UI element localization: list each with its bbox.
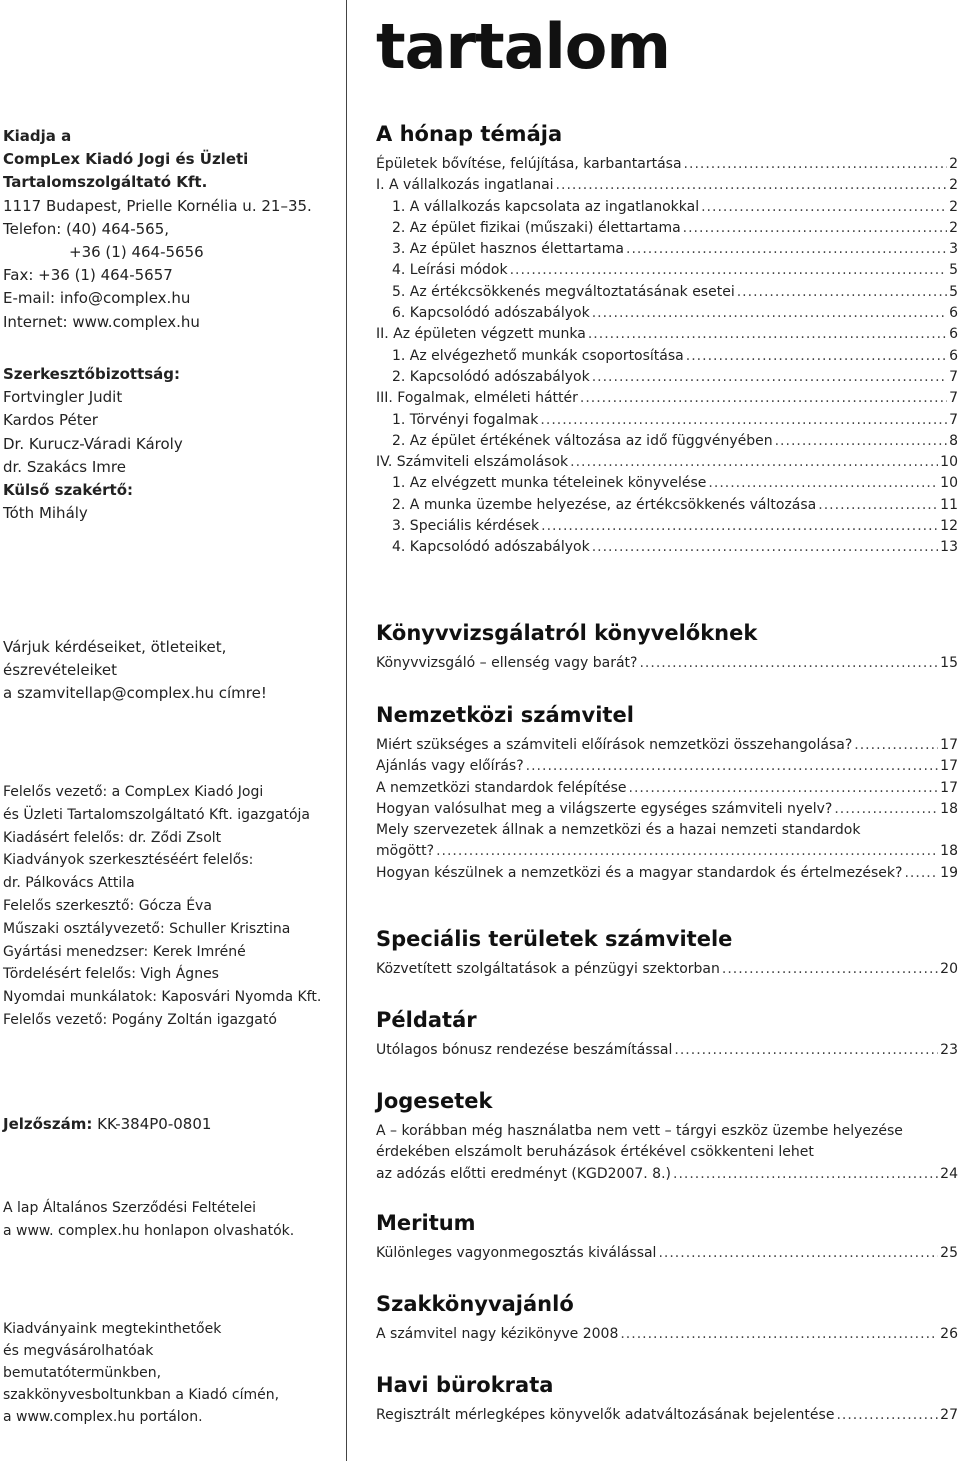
colophon-line: a www. complex.hu honlapon olvashatók. [3,1223,295,1239]
toc-entry[interactable] [376,516,958,537]
toc-entry-title: Ajánlás vagy előírás? [376,758,524,775]
toc-entry-title: Különleges vagyonmegosztás kiválással [376,1245,657,1261]
toc-entry-title: Regisztrált mérlegképes könyvelők adatváltozásának bejelentése [376,1407,835,1423]
colophon-line: Telefon: (40) 464-565, [3,219,170,238]
dot-leader [834,799,938,820]
code-label: Jelzőszám: [3,1115,93,1133]
toc-entry[interactable] [376,175,958,196]
colophon-line: Kardos Péter [3,411,98,430]
dot-leader [722,959,938,980]
dot-leader [701,197,947,218]
dot-leader [629,778,939,799]
colophon-line: 1117 Budapest, Prielle Kornélia u. 21–35. [3,196,312,215]
dot-leader [626,239,947,260]
toc-page-number: 8 [949,432,958,449]
toc-entry[interactable] [376,367,958,388]
toc-entry-title: II. Az épületen végzett munka [376,326,586,343]
colophon-line: Tóth Mihály [3,504,88,523]
toc-entry-title: Épületek bővítése, felújítása, karbantartása [376,156,682,172]
colophon-line: a szamvitellap@complex.hu címre! [3,684,267,703]
dot-leader [588,324,947,345]
toc-section [376,1290,958,1345]
dot-leader [674,1040,938,1061]
dot-leader [708,473,938,494]
dot-leader [436,841,938,862]
toc-entry[interactable] [376,303,958,324]
toc-entry-title: Hogyan készülnek a nemzetközi és a magyar standardok és értelmezések? [376,864,903,881]
toc-entry-title: A számvitel nagy kézikönyve 2008 [376,1326,619,1342]
toc-section-heading: Speciális területek számvitele [376,927,733,951]
colophon-line: Szerkesztőbizottság: [3,365,181,383]
toc-page-number: 23 [940,1042,958,1058]
toc-entry-text: Mely szervezetek állnak a nemzetközi és a hazai nemzeti standardok [376,822,861,839]
toc-entry-title: Miért szükséges a számviteli előírások nemzetközi összehangolása? [376,737,853,753]
dot-leader [639,653,938,674]
toc-entry-title: A nemzetközi standardok felépítése [376,779,627,796]
colophon-line: Külső szakértő: [3,481,134,500]
toc-page-number: 5 [949,262,958,279]
toc-section [376,701,958,884]
toc-entry[interactable] [376,346,958,367]
toc-section-heading: Havi bürokrata [376,1373,554,1397]
toc-page-number: 27 [940,1407,958,1423]
toc-entry[interactable] [376,778,958,799]
toc-page-number: 18 [940,800,958,817]
colophon-line: Felelős vezető: a CompLex Kiadó Jogi [3,784,264,800]
colophon-line: Kiadja a [3,127,72,145]
toc-section [376,1371,958,1426]
toc-page-number: 2 [949,198,958,215]
toc-page-number: 26 [940,1326,958,1342]
toc-entry-title: 2. Az épület értékének változása az idő függvényében [392,432,773,449]
toc-entry[interactable] [376,1324,958,1345]
colophon-line: Műszaki osztályvezető: Schuller Krisztina [3,920,291,937]
toc-entry-title: IV. Számviteli elszámolások [376,454,569,471]
dot-leader [775,431,947,452]
dot-leader [737,282,947,303]
toc-section-heading: Meritum [376,1211,476,1235]
toc-entry[interactable] [376,218,958,239]
colophon-line: Kiadásért felelős: dr. Ződi Zsolt [3,829,222,846]
dot-leader [580,388,947,409]
dot-leader [592,367,947,388]
toc-section-heading: Jogesetek [376,1089,493,1113]
colophon-line: Tördelésért felelős: Vigh Ágnes [3,966,219,983]
terms-block [3,1197,294,1243]
toc-page-number: 7 [949,390,958,407]
toc-entry[interactable] [376,473,958,494]
dot-leader [592,537,938,558]
toc-entry[interactable] [376,1040,958,1061]
toc-entry[interactable] [376,537,958,558]
dot-leader [904,863,938,884]
editorial-board-block [3,363,183,525]
dot-leader [510,260,947,281]
toc-page-number: 20 [940,961,958,977]
toc-page-number: 2 [949,177,958,194]
toc-entry-title: 5. Az értékcsökkenés megváltoztatásának esetei [392,283,735,300]
dot-leader [673,1164,938,1185]
toc-entry-title: 3. Speciális kérdések [392,518,540,535]
toc-page-number: 18 [940,843,958,860]
toc-entry[interactable] [376,959,958,980]
toc-page-number: 17 [940,779,958,796]
dot-leader [658,1243,938,1264]
toc-entry-title: 6. Kapcsolódó adószabályok [392,305,590,322]
toc-entry[interactable] [376,841,958,862]
toc-entry-text: A – korábban még használatba nem vett – tárgyi eszköz üzembe helyezése [376,1123,903,1139]
toc-entry[interactable] [376,324,958,345]
toc-section [376,619,958,674]
toc-entry[interactable] [376,735,958,756]
toc-section-heading: Könyvvizsgálatról könyvelőknek [376,621,758,645]
toc-page-number: 17 [940,737,958,753]
toc-entry[interactable] [376,431,958,452]
toc-entry[interactable] [376,410,958,431]
column-divider [346,0,347,1461]
colophon-line: szakkönyvesboltunkban a Kiadó címén, [3,1387,280,1403]
toc-entry-title: 3. Az épület hasznos élettartama [392,241,624,258]
toc-entry-title: 1. A vállalkozás kapcsolata az ingatlanokkal [392,198,700,215]
colophon-line: és megvásárolhatóak [3,1343,154,1359]
toc-entry-title: 4. Kapcsolódó adószabályok [392,539,590,556]
dot-leader [683,218,947,239]
page-title: tartalom [376,10,670,83]
colophon-line: Gyártási menedzser: Kerek Imréné [3,943,246,960]
toc-page-number: 10 [940,475,958,492]
toc-entry-title: 2. Az épület fizikai (műszaki) élettartama [392,219,681,236]
colophon-column [0,0,336,1461]
dot-leader [556,175,948,196]
toc-section [376,1006,958,1061]
toc-section [376,120,958,559]
toc-entry[interactable] [376,653,958,674]
dot-leader [854,735,938,756]
toc-entry-title: mögött? [376,843,435,860]
colophon-line: A lap Általános Szerződési Feltételei [3,1200,257,1216]
toc-entry[interactable] [376,260,958,281]
toc-entry-title: 2. A munka üzembe helyezése, az értékcsökkenés változása [392,496,817,513]
colophon-line: Kiadványok szerkesztéséért felelős: [3,852,254,869]
toc-entry-title: 2. Kapcsolódó adószabályok [392,368,590,385]
toc-page-number: 2 [949,219,958,236]
colophon-line: Fortvingler Judit [3,388,123,407]
toc-entry-title: 4. Leírási módok [392,262,508,279]
toc-page-number: 17 [940,758,958,775]
dot-leader [684,154,948,175]
toc-entry[interactable] [376,799,958,820]
toc-entry-title: 1. Az elvégezhető munkák csoportosítása [392,347,684,364]
toc-entry-title: Utólagos bónusz rendezése beszámítással [376,1042,673,1058]
toc-entry[interactable] [376,495,958,516]
colophon-line: és Üzleti Tartalomszolgáltató Kft. igazgatója [3,806,310,823]
toc-section-heading: A hónap témája [376,122,563,146]
colophon-line: Nyomdai munkálatok: Kaposvári Nyomda Kft. [3,989,322,1006]
colophon-line: Felelős szerkesztő: Gócza Éva [3,897,212,914]
toc-section [376,1209,958,1264]
toc-page-number: 12 [940,518,958,535]
toc-entry[interactable] [376,197,958,218]
toc-page-number: 3 [949,241,958,258]
dot-leader [540,410,947,431]
colophon-line: Felelős vezető: Pogány Zoltán igazgató [3,1011,277,1028]
toc-page-number: 6 [949,347,958,364]
colophon-line: Tartalomszolgáltató Kft. [3,173,208,192]
colophon-line: a www.complex.hu portálon. [3,1409,203,1425]
toc-entry-title: I. A vállalkozás ingatlanai [376,177,554,194]
toc-entry[interactable] [376,239,958,260]
toc-entry-title: Könyvvizsgáló – ellenség vagy barát? [376,655,638,671]
toc-entry-text: érdekében elszámolt beruházások értékével csökkenteni lehet [376,1144,814,1161]
toc-page-number: 2 [949,156,958,172]
code-value: KK-384P0-0801 [92,1115,212,1133]
toc-entry-title: III. Fogalmak, elméleti háttér [376,390,578,407]
toc-page-number: 6 [949,326,958,343]
toc-entry-title: az adózás előtti eredményt (KGD2007. 8.) [376,1165,671,1182]
colophon-line: Internet: www.complex.hu [3,312,200,331]
dot-leader [541,516,938,537]
toc-entry[interactable] [376,1405,958,1426]
staff-block [3,781,321,1032]
toc-entry[interactable] [376,154,958,175]
toc-entry[interactable] [376,1164,958,1185]
colophon-line: Fax: +36 (1) 464-5657 [3,266,173,285]
toc-entry[interactable] [376,1243,958,1264]
toc-entry[interactable] [376,756,958,777]
colophon-line: E-mail: info@complex.hu [3,289,191,308]
toc-section [376,1087,958,1185]
colophon-line: CompLex Kiadó Jogi és Üzleti [3,150,249,169]
toc-page-number: 11 [940,496,958,513]
toc-section-heading: Nemzetközi számvitel [376,703,634,727]
dot-leader [818,495,938,516]
colophon-line: Várjuk kérdéseiket, ötleteiket, [3,638,227,656]
colophon-line: dr. Szakács Imre [3,457,126,476]
toc-entry[interactable] [376,863,958,884]
toc-page-number: 5 [949,283,958,300]
toc-page-number: 19 [940,864,958,881]
toc-entry-title: Hogyan valósulhat meg a világszerte egységes számviteli nyelv? [376,800,833,817]
dot-leader [836,1405,938,1426]
toc-section [376,925,958,980]
colophon-line: +36 (1) 464-5656 [69,243,204,262]
toc-section-heading: Példatár [376,1008,477,1032]
toc-page-number: 10 [940,454,958,471]
dot-leader [620,1324,938,1345]
toc-page-number: 13 [940,539,958,556]
toc-page-number: 7 [949,411,958,428]
toc-page-number: 24 [940,1165,958,1182]
toc-page-number: 15 [940,655,958,671]
dot-leader [526,756,939,777]
toc-entry[interactable] [376,282,958,303]
shop-block [3,1318,279,1428]
toc-page-number: 6 [949,305,958,322]
code-block [3,1113,211,1136]
toc-page-number: 7 [949,368,958,385]
toc-page-number: 25 [940,1245,958,1261]
contact-block [3,636,267,706]
colophon-line: dr. Pálkovács Attila [3,875,135,892]
toc-entry-title: 1. Törvényi fogalmak [392,411,539,428]
publisher-block [3,125,312,334]
toc-entry-title: Közvetített szolgáltatások a pénzügyi szektorban [376,961,720,977]
toc-entry-title: 1. Az elvégzett munka tételeinek könyvelése [392,475,707,492]
toc-section-heading: Szakkönyvajánló [376,1292,574,1316]
dot-leader [592,303,947,324]
toc-entry[interactable] [376,388,958,409]
colophon-line: észrevételeiket [3,661,118,680]
dot-leader [686,346,947,367]
colophon-line: bemutatótermünkben, [3,1365,162,1381]
dot-leader [570,452,938,473]
colophon-line: Kiadványaink megtekinthetőek [3,1321,222,1337]
colophon-line: Dr. Kurucz-Váradi Károly [3,434,183,453]
toc-entry[interactable] [376,452,958,473]
